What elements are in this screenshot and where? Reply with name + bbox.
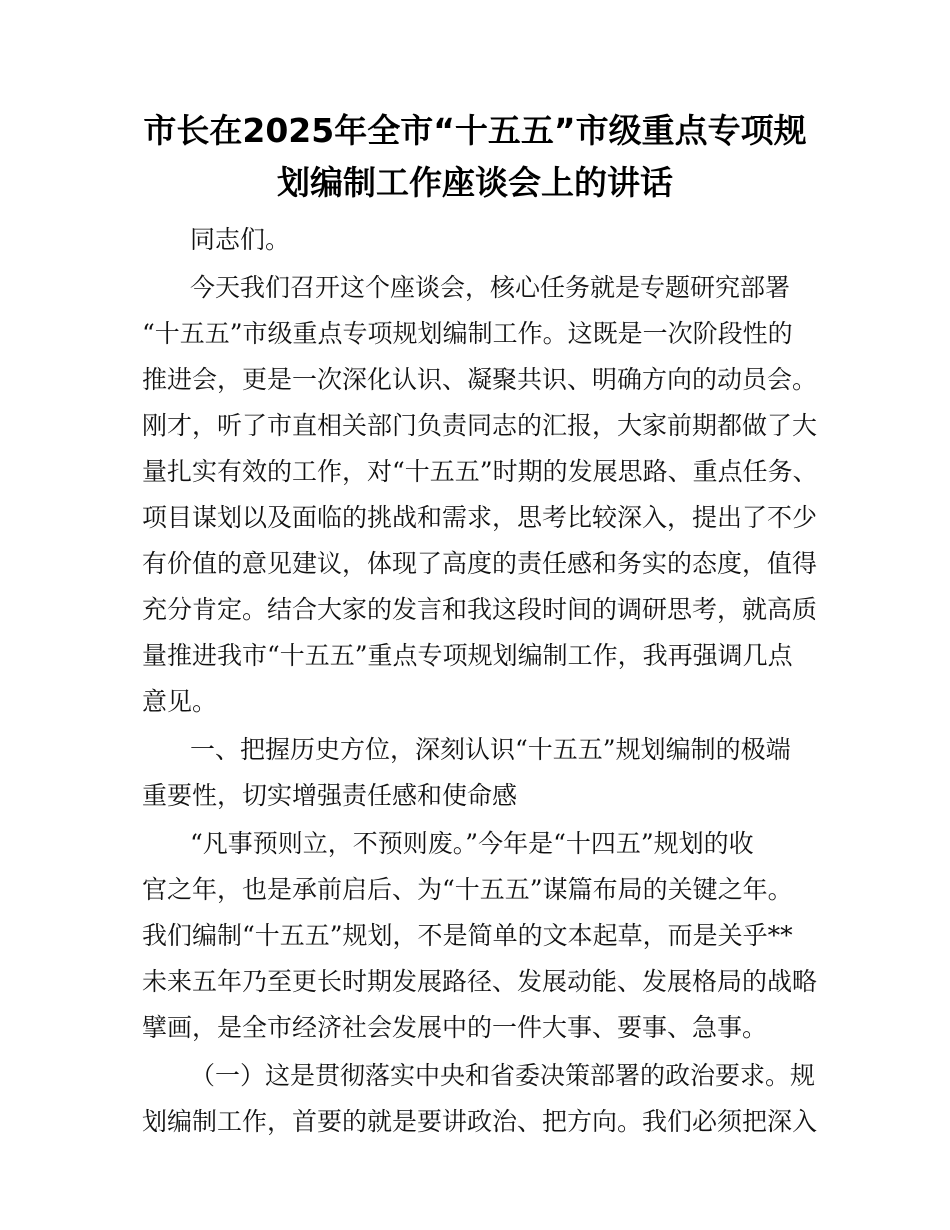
- subsection-heading: （一）这是贯彻落实中央和省委决策部署的政治要求。规: [190, 1061, 816, 1090]
- body-line: 推进会，更是一次深化认识、凝聚共识、明确方向的动员会。: [142, 365, 818, 394]
- body-line: 刚才，听了市直相关部门负责同志的汇报，大家前期都做了大: [142, 411, 818, 440]
- body-line: 擘画，是全市经济社会发展中的一件大事、要事、急事。: [142, 1013, 768, 1042]
- salutation: 同志们。: [190, 225, 291, 254]
- body-line: 有价值的意见建议，体现了高度的责任感和务实的态度，值得: [142, 549, 818, 578]
- body-line: 今天我们召开这个座谈会，核心任务就是专题研究部署: [190, 273, 791, 302]
- body-line: 划编制工作，首要的就是要讲政治、把方向。我们必须把深入: [142, 1107, 818, 1136]
- body-line: 官之年，也是承前启后、为“十五五”谋篇布局的关键之年。: [142, 875, 793, 904]
- body-line: 我们编制“十五五”规划，不是简单的文本起草，而是关乎**: [142, 921, 793, 950]
- body-line: “凡事预则立，不预则废。”今年是“十四五”规划的收: [190, 829, 754, 858]
- body-line: 意见。: [142, 687, 218, 716]
- body-line: 量推进我市“十五五”重点专项规划编制工作，我再强调几点: [142, 641, 793, 670]
- body-line: 未来五年乃至更长时期发展路径、发展动能、发展格局的战略: [142, 967, 818, 996]
- section-heading: 重要性，切实增强责任感和使命感: [142, 781, 518, 810]
- body-line: 充分肯定。结合大家的发言和我这段时间的调研思考，就高质: [142, 595, 818, 624]
- body-line: 项目谋划以及面临的挑战和需求，思考比较深入，提出了不少: [142, 503, 818, 532]
- section-heading: 一、把握历史方位，深刻认识“十五五”规划编制的极端: [190, 735, 791, 764]
- document-title-line-2: 划编制工作座谈会上的讲话: [277, 163, 673, 202]
- body-line: “十五五”市级重点专项规划编制工作。这既是一次阶段性的: [142, 319, 793, 348]
- document-title-line-1: 市长在2025年全市“十五五”市级重点专项规: [143, 111, 807, 150]
- body-line: 量扎实有效的工作，对“十五五”时期的发展思路、重点任务、: [142, 457, 818, 486]
